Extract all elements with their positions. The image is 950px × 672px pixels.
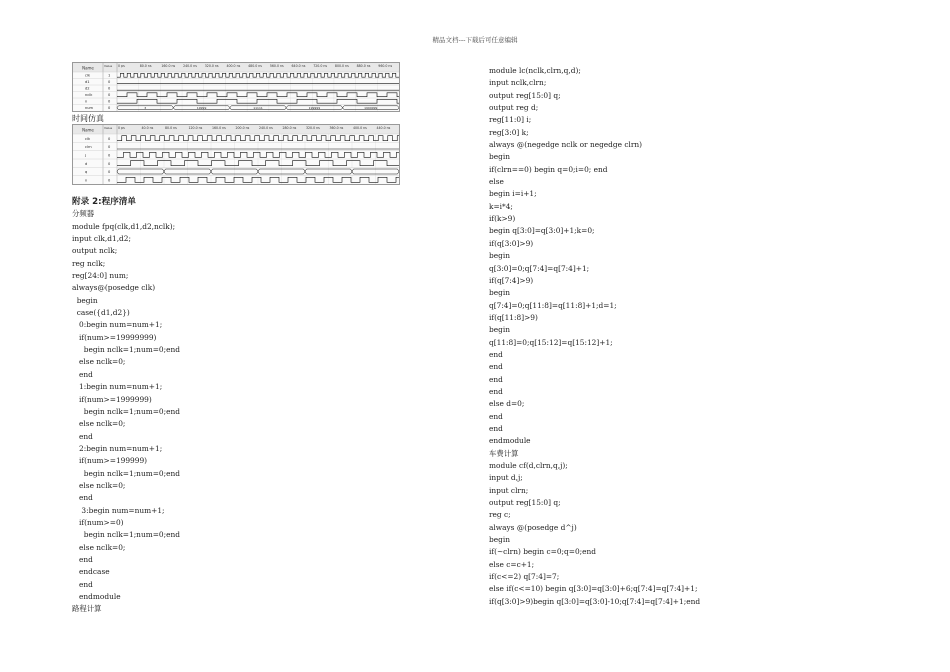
code-line: else nclk=0; <box>72 419 126 429</box>
signal-value: 1 <box>108 73 111 78</box>
name-column-header: Name <box>82 127 94 133</box>
time-label: 320.0 ns <box>204 64 219 68</box>
timing-simulation-caption: 时间仿真 <box>72 114 104 123</box>
code-line: reg c; <box>489 510 511 520</box>
code-line: begin i=i+1; <box>489 189 537 199</box>
waveform-simulation-1 <box>72 62 400 112</box>
time-label: 280.0 ns <box>282 126 297 130</box>
time-label: 40.0 ns <box>141 126 154 130</box>
code-line: 2:begin num=num+1; <box>72 443 163 453</box>
bus-value: 1999999 <box>364 105 378 110</box>
time-label: 960.0 ns <box>378 64 393 68</box>
code-line: end <box>489 386 503 396</box>
code-line: else <box>489 177 504 187</box>
code-line: begin nclk=1;num=0;end <box>72 468 180 478</box>
signal-name: n <box>85 178 88 183</box>
value-column-header: Value <box>104 126 113 130</box>
code-line: input d,j; <box>489 473 523 483</box>
bus-value: 199999 <box>308 105 321 110</box>
code-line: endmodule <box>72 592 121 601</box>
signal-value: 0 <box>108 80 111 85</box>
signal-name: num <box>85 106 94 111</box>
signal-value: 0 <box>108 99 111 104</box>
code-line: end <box>489 362 503 372</box>
signal-name: clrn <box>85 145 92 150</box>
code-line: if(q[7:4]>9) <box>489 275 534 285</box>
code-line: always @(negedge nclk or negedge clrn) <box>489 140 643 150</box>
time-label: 0 ps <box>118 126 125 130</box>
signal-name: d1 <box>85 80 90 85</box>
code-line: end <box>72 493 93 503</box>
code-line: 车费计算 <box>489 448 519 458</box>
signal-value: 0 <box>108 106 111 111</box>
time-label: 480.0 ns <box>248 64 262 68</box>
code-line: case({d1,d2}) <box>72 308 130 318</box>
time-label: 80.0 ns <box>165 126 177 130</box>
code-line: begin nclk=1;num=0;end <box>72 406 180 416</box>
signal-value: 0 <box>108 145 111 150</box>
code-line: else c=c+1; <box>489 559 535 569</box>
time-label: 80.0 ns <box>139 64 152 68</box>
code-line: begin <box>489 251 510 261</box>
signal-name: n <box>85 99 88 104</box>
code-line: reg[3:0] k; <box>489 127 529 137</box>
code-line: else nclk=0; <box>72 480 126 490</box>
code-line: 1:begin num=num+1; <box>72 382 163 392</box>
page-header: 精品文档---下载后可任意编辑 <box>432 36 518 44</box>
code-line: if(num>=19999999) <box>72 332 157 342</box>
bus-value: 3 <box>144 105 147 110</box>
code-line: end <box>489 349 503 359</box>
time-label: 800.0 ns <box>334 64 349 68</box>
code-line: end <box>489 423 503 433</box>
time-label: 720.0 ns <box>313 64 328 68</box>
code-line: end <box>489 411 503 421</box>
signal-name: clk <box>85 73 91 78</box>
code-line: q[3:0]=0;q[7:4]=q[7:4]+1; <box>489 263 590 273</box>
code-line: module cf(d,clrn,q,j); <box>489 461 568 470</box>
code-line: input nclk,clrn; <box>489 78 547 88</box>
code-line: if(~clrn) begin c=0;q=0;end <box>489 547 597 557</box>
right-code-column <box>489 65 700 608</box>
signal-value: 0 <box>108 93 111 98</box>
code-line: begin <box>72 295 98 305</box>
code-line: always @(posedge d^j) <box>489 522 577 532</box>
code-line: else if(c<=10) begin q[3:0]=q[3:0]+6;q[7:4]=q[7:4]+1; <box>489 584 698 594</box>
code-line: 路程计算 <box>72 604 102 614</box>
time-label: 0 ps <box>118 64 125 68</box>
code-line: output reg d; <box>489 103 539 113</box>
signal-value: 0 <box>108 161 111 166</box>
code-line: begin <box>489 325 510 335</box>
code-line: begin q[3:0]=q[3:0]+1;k=0; <box>489 226 595 236</box>
code-line: 0:begin num=num+1; <box>72 320 163 330</box>
time-label: 360.0 ns <box>329 126 344 130</box>
waveform-chart <box>73 63 399 111</box>
code-line: if(k>9) <box>489 214 516 224</box>
code-line: else nclk=0; <box>72 542 126 552</box>
clock-waveform <box>117 93 399 97</box>
code-line: 3:begin num=num+1; <box>72 505 165 515</box>
code-line: reg[11:0] i; <box>489 115 532 125</box>
code-line: endcase <box>72 567 110 577</box>
code-line: end <box>489 374 503 384</box>
time-label: 400.0 ns <box>226 64 241 68</box>
code-line: if(num>=199999) <box>72 456 148 466</box>
time-label: 640.0 ns <box>291 64 306 68</box>
clock-waveform <box>117 73 399 77</box>
time-label: 120.0 ns <box>188 126 203 130</box>
signal-value: 0 <box>108 86 111 91</box>
time-label: 400.0 ns <box>353 126 367 130</box>
code-line: if(num>=1999999) <box>72 394 152 404</box>
code-line: input clrn; <box>489 485 529 495</box>
time-label: 560.0 ns <box>269 64 284 68</box>
waveform-simulation-2 <box>72 124 400 185</box>
clock-waveform <box>117 99 399 103</box>
code-line: module lc(nclk,clrn,q,d); <box>489 66 581 75</box>
signal-value: 0 <box>108 170 111 175</box>
code-line: if(clrn==0) begin q=0;i=0; end <box>489 164 608 174</box>
code-line: end <box>72 369 93 379</box>
signal-name: nclk <box>85 93 93 98</box>
code-line: 分频器 <box>72 209 95 219</box>
time-label: 160.0 ns <box>212 126 226 130</box>
code-line: else nclk=0; <box>72 357 126 367</box>
code-line: k=i*4; <box>489 201 513 211</box>
waveform-chart <box>73 125 399 184</box>
code-line: output reg[15:0] q; <box>489 90 561 100</box>
code-line: if(q[11:8]>9) <box>489 312 538 322</box>
code-line: end <box>72 579 93 589</box>
code-line: output reg[15:0] q; <box>489 498 561 508</box>
code-line: if(q[3:0]>9)begin q[3:0]=q[3:0]-10;q[7:4]=q[7:4]+1;end <box>489 596 701 606</box>
signal-value: 0 <box>108 178 111 183</box>
time-label: 240.0 ns <box>183 64 197 68</box>
name-column-header: Name <box>82 65 94 71</box>
code-line: output nclk; <box>72 246 118 256</box>
time-label: 160.0 ns <box>161 64 176 68</box>
time-label: 240.0 ns <box>259 126 273 130</box>
code-line: input clk,d1,d2; <box>72 234 131 244</box>
signal-value: 0 <box>108 153 111 158</box>
code-line: begin nclk=1;num=0;end <box>72 345 180 355</box>
value-column-header: Value <box>104 64 113 68</box>
time-label: 880.0 ns <box>356 64 371 68</box>
code-line: end <box>72 554 93 564</box>
code-line: reg nclk; <box>72 258 106 268</box>
code-line: if(num>=0) <box>72 517 124 527</box>
signal-name: d2 <box>85 86 90 91</box>
code-line: q[11:8]=0;q[15:12]=q[15:12]+1; <box>489 337 613 347</box>
bus-value: 11111 <box>253 105 263 110</box>
signal-name: clk <box>85 136 91 141</box>
code-line: begin <box>489 288 510 298</box>
signal-name: d <box>85 161 88 166</box>
signal-value: 0 <box>108 136 111 141</box>
code-line: reg[24:0] num; <box>72 271 129 281</box>
signal-name: q <box>85 170 88 175</box>
code-line: endmodule <box>489 436 531 446</box>
bus-value: 19999 <box>196 105 207 110</box>
code-line: module fpq(clk,d1,d2,nclk); <box>72 221 176 231</box>
code-line: end <box>72 431 93 441</box>
code-line: 附录 2:程序清单 <box>72 197 136 207</box>
code-line: begin nclk=1;num=0;end <box>72 530 180 540</box>
code-line: always@(posedge clk) <box>72 283 156 293</box>
code-line: if(c<=2) q[7:4]=7; <box>489 572 560 582</box>
left-code-column <box>72 196 180 616</box>
code-line: else d=0; <box>489 399 525 409</box>
signal-name: j <box>85 153 86 158</box>
code-line: begin <box>489 535 510 545</box>
code-line: begin <box>489 152 510 162</box>
code-line: if(q[3:0]>9) <box>489 238 534 248</box>
time-label: 200.0 ns <box>235 126 250 130</box>
code-line: q[7:4]=0;q[11:8]=q[11:8]+1;d=1; <box>489 300 617 310</box>
time-label: 440.0 ns <box>376 126 391 130</box>
time-label: 320.0 ns <box>306 126 320 130</box>
